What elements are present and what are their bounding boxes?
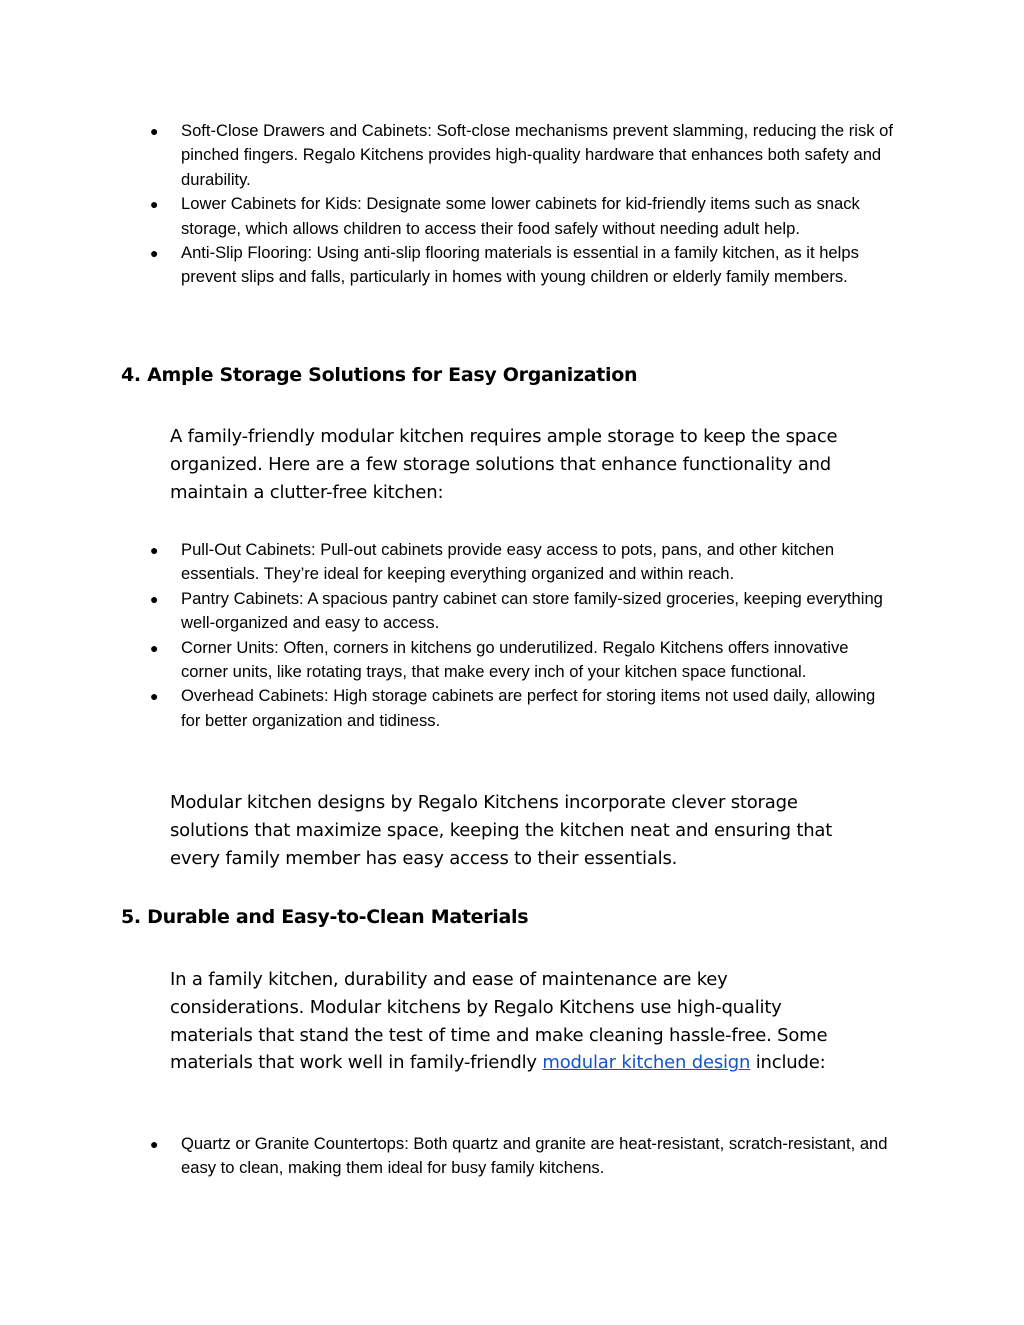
section-heading: 5. Durable and Easy-to-Clean Materials: [121, 906, 529, 928]
bullet-icon: ●: [150, 196, 159, 213]
bullet-icon: ●: [150, 542, 159, 558]
section-heading: 4. Ample Storage Solutions for Easy Organization: [121, 364, 638, 386]
intro-text-end: include:: [750, 1052, 826, 1074]
list-item: [150, 684, 895, 733]
bullet-icon: ●: [150, 245, 159, 262]
storage-solutions-list: [150, 538, 895, 733]
materials-list: [150, 1132, 895, 1181]
modular-kitchen-design-link[interactable]: modular kitchen design: [542, 1052, 751, 1074]
bullet-icon: ●: [150, 639, 159, 656]
list-item: [150, 192, 895, 241]
section-outro: Modular kitchen designs by Regalo Kitchens incorporate clever storage solutions that maximize space, keeping the kitchen neat and ensuring that every family member has easy access to their essentials.: [170, 792, 833, 869]
list-item: [150, 636, 895, 685]
bullet-icon: ●: [150, 590, 159, 607]
list-item-text: Pull-Out Cabinets: Pull-out cabinets provide easy access to pots, pans, and other kitchen essentials. They’re ideal for keeping everything organized and within reach.: [181, 540, 835, 584]
list-item-text: Anti-Slip Flooring: Using anti-slip flooring materials is essential in a family kitchen, as it helps prevent slips and falls, particularly in homes with young children or elderly family members.: [181, 243, 859, 287]
section-intro: [170, 966, 850, 1077]
bullet-icon: ●: [150, 123, 159, 139]
list-item: [150, 119, 895, 192]
list-item-text: Quartz or Granite Countertops: Both quartz and granite are heat-resistant, scratch-resistant, and easy to clean, making them ideal for busy family kitchens.: [181, 1134, 888, 1178]
bullet-icon: ●: [150, 688, 159, 705]
safety-features-list: [150, 119, 895, 290]
list-item-text: Soft-Close Drawers and Cabinets: Soft-close mechanisms prevent slamming, reducing the risk of pinched fingers. Regalo Kitchens provides high-quality hardware that enhances both safety and durability.: [181, 121, 893, 189]
list-item: [150, 1132, 895, 1181]
intro-text: In a family kitchen, durability and ease of maintenance are key considerations. Modular kitchens by Regalo Kitchens use high-quality materials that stand the test of time and make cleaning hassle-free. Some materials that work well in family-friendly: [170, 969, 828, 1074]
list-item-text: Pantry Cabinets: A spacious pantry cabinet can store family-sized groceries, keeping everything well-organized and easy to access.: [181, 588, 883, 633]
section-intro: A family-friendly modular kitchen requires ample storage to keep the space organized. Here are a few storage solutions that enhance functionality and maintain a clutter-free kitchen:: [170, 426, 838, 503]
bullet-icon: ●: [150, 1136, 159, 1152]
list-item-text: Overhead Cabinets: High storage cabinets are perfect for storing items not used daily, allowing for better organization and tidiness.: [181, 686, 876, 730]
list-item-text: Lower Cabinets for Kids: Designate some lower cabinets for kid-friendly items such as snack storage, which allows children to access their food safely without needing adult help.: [181, 194, 860, 238]
list-item: [150, 587, 895, 636]
list-item: [150, 241, 895, 290]
list-item: [150, 538, 895, 587]
list-item-text: Corner Units: Often, corners in kitchens go underutilized. Regalo Kitchens offers innovative corner units, like rotating trays, that make every inch of your kitchen space functional.: [181, 637, 849, 682]
